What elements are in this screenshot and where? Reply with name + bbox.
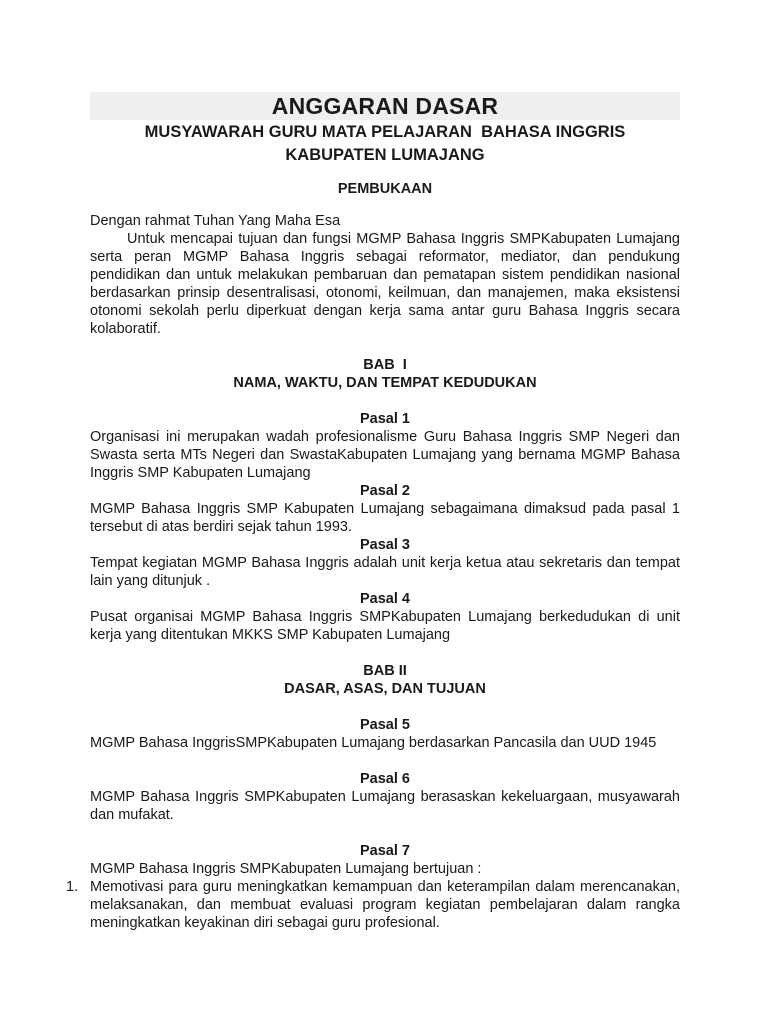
document-subtitle-line-2: KABUPATEN LUMAJANG — [285, 146, 485, 164]
document-title: ANGGARAN DASAR — [90, 92, 680, 120]
pasal-3-label: Pasal 3 — [360, 537, 410, 553]
list-item-text: Memotivasi para guru meningkatkan kemampuan dan keterampilan dalam merencanakan, melaksanakan, dan membuat evaluasi program kegiatan pembelajaran dalam rangka meningkatkan keyakinan diri sebagai guru profesional. — [90, 879, 680, 931]
pasal-5-text: MGMP Bahasa InggrisSMPKabupaten Lumajang berdasarkan Pancasila dan UUD 1945 — [90, 735, 657, 751]
opening-greeting: Dengan rahmat Tuhan Yang Maha Esa — [90, 213, 341, 229]
bab2-label: BAB II — [363, 663, 407, 679]
pasal-1-text: Organisasi ini merupakan wadah profesionalisme Guru Bahasa Inggris SMP Negeri dan Swasta serta MTs Negeri dan SwastaKabupaten Lumajang yang bernama MGMP Bahasa Inggris SMP Kabupaten Lumajang — [90, 429, 680, 481]
pasal-6-label: Pasal 6 — [360, 771, 410, 787]
pasal-5-label: Pasal 5 — [360, 717, 410, 733]
pasal-2-text: MGMP Bahasa Inggris SMP Kabupaten Lumajang sebagaimana dimaksud pada pasal 1 tersebut di atas berdiri sejak tahun 1993. — [90, 501, 680, 535]
bab1-title: NAMA, WAKTU, DAN TEMPAT KEDUDUKAN — [233, 375, 537, 391]
opening-paragraph: Untuk mencapai tujuan dan fungsi MGMP Bahasa Inggris SMPKabupaten Lumajang serta peran MGMP Bahasa Inggris sebagai reformator, mediator, dan pendukung pendidikan dan untuk melakukan pembaruan dan pematapan sistem pendidikan nasional berdasarkan prinsip desentralisasi, otonomi, keilmuan, dan manajemen, maka eksistensi otonomi sekolah perlu diperkuat dengan kerja sama antar guru Bahasa Inggris secara kolaboratif. — [90, 231, 680, 337]
pasal-6-text: MGMP Bahasa Inggris SMPKabupaten Lumajang berasaskan kekeluargaan, musyawarah dan mufakat. — [90, 789, 680, 823]
opening-heading: PEMBUKAAN — [337, 181, 433, 197]
bab2-title: DASAR, ASAS, DAN TUJUAN — [284, 681, 486, 697]
pasal-7-intro: MGMP Bahasa Inggris SMPKabupaten Lumajang bertujuan : — [90, 861, 482, 877]
pasal-1-label: Pasal 1 — [360, 411, 410, 427]
list-item — [66, 878, 680, 932]
list-item-number: 1. — [66, 879, 79, 895]
pasal-7-label: Pasal 7 — [360, 843, 410, 859]
document-page — [66, 92, 680, 932]
pasal-4-text: Pusat organisai MGMP Bahasa Inggris SMPKabupaten Lumajang berkedudukan di unit kerja yang ditentukan MKKS SMP Kabupaten Lumajang — [90, 609, 680, 643]
document-subtitle-line-1: MUSYAWARAH GURU MATA PELAJARAN BAHASA INGGRIS — [144, 123, 626, 141]
bab1-label: BAB I — [363, 357, 407, 373]
pasal-3-text: Tempat kegiatan MGMP Bahasa Inggris adalah unit kerja ketua atau sekretaris dan tempat lain yang ditunjuk . — [90, 555, 680, 589]
pasal-7-goal-list — [66, 878, 680, 932]
pasal-4-label: Pasal 4 — [360, 591, 410, 607]
pasal-2-label: Pasal 2 — [360, 483, 410, 499]
